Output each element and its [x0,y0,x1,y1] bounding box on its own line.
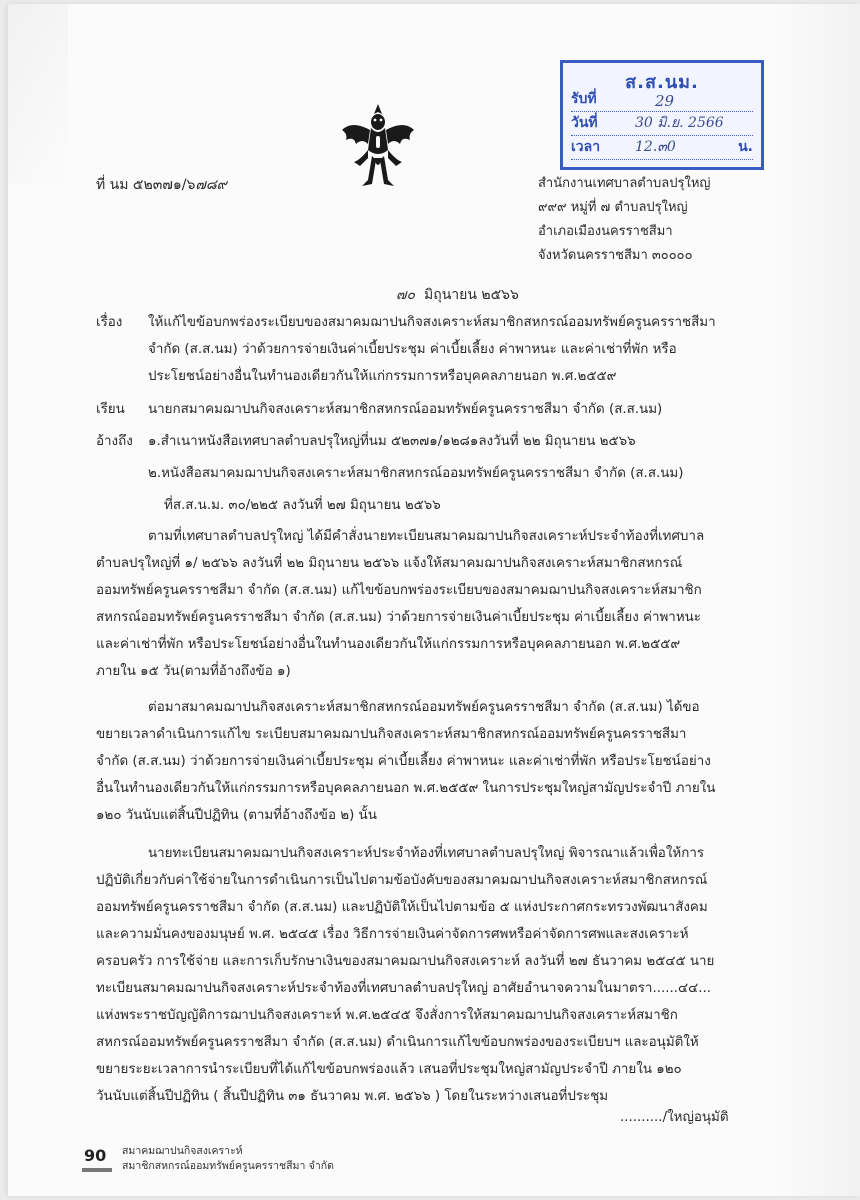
continuation-marker: ........../ใหญ่อนุมัติ [620,1110,729,1125]
subject-line: จำกัด (ส.ส.นม) ว่าด้วยการจ่ายเงินค่าเบี้ยประชุม ค่าเบี้ยเลี้ยง ค่าพาหนะ และค่าเช่าที่พัก หรือ [148,342,677,357]
page-number: 90 [84,1146,107,1165]
stamp-row-receive-no [571,91,753,112]
paragraph-line: ขยายเวลาดำเนินการแก้ไข ระเบียบสมาคมฌาปนกิจสงเคราะห์สมาชิกสหกรณ์ออมทรัพย์ครูนครราชสีมา [96,727,687,742]
stamp-row-date [571,115,753,136]
page-fold-shadow [8,4,68,184]
date-day-handwritten: ๗๐ [396,287,416,303]
reference-line: ๒.หนังสือสมาคมฌาปนกิจสงเคราะห์สมาชิกสหกรณ์ออมทรัพย์ครูนครราชสีมา จำกัด (ส.ส.นม) [148,466,684,481]
stamp-value: 30 มิ.ย. 2566 [635,115,724,131]
stamp-tail: น. [738,139,753,155]
receipt-stamp [560,60,764,170]
paragraph-line: ต่อมาสมาคมฌาปนกิจสงเคราะห์สมาชิกสหกรณ์ออมทรัพย์ครูนครราชสีมา จำกัด (ส.ส.นม) ได้ขอ [148,700,700,715]
document-page [8,4,860,1196]
date-text: มิถุนายน ๒๕๖๖ [423,287,519,303]
footer-caption [122,1144,334,1174]
paragraph-line: ออมทรัพย์ครูนครราชสีมา จำกัด (ส.ส.นม) และปฏิบัติให้เป็นไปตามข้อ ๕ แห่งประกาศกระทรวงพัฒนาสังคม [96,900,708,915]
paragraph-line: วันนับแต่สิ้นปีปฏิทิน ( สิ้นปีปฏิทิน ๓๑ ธันวาคม พ.ศ. ๒๕๖๖ ) โดยในระหว่างเสนอที่ประชุม [96,1089,609,1104]
paragraph-line: นายทะเบียนสมาคมฌาปนกิจสงเคราะห์ประจำท้องที่เทศบาลตำบลปรุใหญ่ พิจารณาแล้วเพื่อให้การ [148,846,705,861]
letter-date [396,284,519,306]
stamp-title: ส.ส.นม. [625,72,699,93]
address-line: อำเภอเมืองนครราชสีมา [538,224,673,239]
paragraph-line: และค่าเช่าที่พัก หรือประโยชน์อย่างอื่นในทำนองเดียวกันให้แก่กรรมการหรือบุคคลภายนอก พ.ศ.๒๕๕๙ [96,637,681,652]
paragraph-line: ทะเบียนสมาคมฌาปนกิจสงเคราะห์ประจำท้องที่เทศบาลตำบลปรุใหญ่ อาศัยอำนาจความในมาตรา......๔๔... [96,981,712,996]
document-number [96,174,227,196]
footer-divider [82,1168,112,1172]
footer-line: สมาชิกสหกรณ์ออมทรัพย์ครูนครราชสีมา จำกัด [122,1160,334,1172]
paragraph-line: ตามที่เทศบาลตำบลปรุใหญ่ ได้มีคำสั่งนายทะเบียนสมาคมฌาปนกิจสงเคราะห์ประจำท้องที่เทศบาล [148,529,705,544]
document-number-handwritten: ๗๘๙ [195,177,227,193]
stamp-row-time [571,139,753,160]
reference-line: ที่ส.ส.น.ม. ๓๐/๒๒๕ ลงวันที่ ๒๗ มิถุนายน ๒๕๖๖ [164,498,441,513]
paragraph-line: ขยายระยะเวลาการนำระเบียบที่ได้แก้ไขข้อบกพร่องแล้ว เสนอที่ประชุมใหญ่สามัญประจำปี ภายใน ๑๒๐ [96,1062,682,1077]
reference-line: ๑.สำเนาหนังสือเทศบาลตำบลปรุใหญ่ที่นม ๕๒๓๗๑/๑๒๘๑ลงวันที่ ๒๒ มิถุนายน ๒๕๖๖ [148,434,636,449]
paragraph-line: และความมั่นคงของมนุษย์ พ.ศ. ๒๕๔๕ เรื่อง วิธีการจ่ายเงินค่าจัดการศพหรือค่าจัดการศพและสงเคราะห์ [96,927,689,942]
paragraph-line: ครอบครัว การใช้จ่าย และการเก็บรักษาเงินของสมาคมฌาปนกิจสงเคราะห์ ลงวันที่ ๒๗ ธันวาคม ๒๕๔๕ นาย [96,954,715,969]
footer-line: สมาคมฌาปนกิจสงเคราะห์ [122,1145,243,1157]
stamp-value: 12.๓0 [635,139,676,155]
subject-line: ให้แก้ไขข้อบกพร่องระเบียบของสมาคมฌาปนกิจสงเคราะห์สมาชิกสหกรณ์ออมทรัพย์ครูนครราชสีมา [148,315,716,330]
paragraph-line: ๑๒๐ วันนับแต่สิ้นปีปฏิทิน (ตามที่อ้างถึงข้อ ๒) นั้น [96,808,377,823]
subject-label: เรื่อง [96,315,123,330]
paragraph-line: สหกรณ์ออมทรัพย์ครูนครราชสีมา จำกัด (ส.ส.นม) ดำเนินการแก้ไขข้อบกพร่องของระเบียบฯ และอนุมัติให้ [96,1035,699,1050]
paragraph-line: ตำบลปรุใหญ่ที่ ๑/ ๒๕๖๖ ลงวันที่ ๒๒ มิถุนายน ๒๕๖๖ แจ้งให้สมาคมฌาปนกิจสงเคราะห์สมาชิกสหกรณ์ [96,556,683,571]
stamp-label: วันที่ [571,115,598,131]
subject-line: ประโยชน์อย่างอื่นในทำนองเดียวกันให้แก่กรรมการหรือบุคคลภายนอก พ.ศ.๒๕๕๙ [148,369,617,384]
reference-label: อ้างถึง [96,434,133,449]
address-line: ๙๙๙ หมู่ที่ ๗ ตำบลปรุใหญ่ [538,200,688,215]
paragraph-line: แห่งพระราชบัญญัติการฌาปนกิจสงเคราะห์ พ.ศ.๒๕๔๕ จึงสั่งการให้สมาคมฌาปนกิจสงเคราะห์สมาชิก [96,1008,678,1023]
garuda-emblem-icon [338,100,418,190]
stamp-label: เวลา [571,139,601,155]
paragraph-line: อื่นในทำนองเดียวกันให้แก่กรรมการหรือบุคคลภายนอก พ.ศ.๒๕๕๙ ในการประชุมใหญ่สามัญประจำปี ภายใน [96,781,716,796]
salutation-label: เรียน [96,402,125,417]
address-line: สำนักงานเทศบาลตำบลปรุใหญ่ [538,176,711,191]
address-line: จังหวัดนครราชสีมา ๓๐๐๐๐ [538,248,693,263]
paragraph-line: สหกรณ์ออมทรัพย์ครูนครราชสีมา จำกัด (ส.ส.นม) ว่าด้วยการจ่ายเงินค่าเบี้ยประชุม ค่าเบี้ยเลี้ยง ค่าพาหนะ [96,610,701,625]
sender-address [538,172,711,268]
document-number-text: ที่ นม ๕๒๓๗๑/๖ [96,177,196,193]
paragraph-line: จำกัด (ส.ส.นม) ว่าด้วยการจ่ายเงินค่าเบี้ยประชุม ค่าเบี้ยเลี้ยง ค่าพาหนะ และค่าเช่าที่พัก หรือประโยชน์อย่าง [96,754,711,769]
paragraph-line: ปฏิบัติเกี่ยวกับค่าใช้จ่ายในการดำเนินการเป็นไปตามข้อบังคับของสมาคมฌาปนกิจสงเคราะห์สมาชิกสหกรณ์ [96,873,708,888]
paragraph-line: ภายใน ๑๕ วัน(ตามที่อ้างถึงข้อ ๑) [96,664,291,679]
paragraph-line: ออมทรัพย์ครูนครราชสีมา จำกัด (ส.ส.นม) แก้ไขข้อบกพร่องระเบียบของสมาคมฌาปนกิจสงเคราะห์สมาชิก [96,583,702,598]
salutation-text: นายกสมาคมฌาปนกิจสงเคราะห์สมาชิกสหกรณ์ออมทรัพย์ครูนครราชสีมา จำกัด (ส.ส.นม) [148,402,663,417]
stamp-label: รับที่ [571,91,597,107]
stamp-value: 29 [655,92,675,110]
